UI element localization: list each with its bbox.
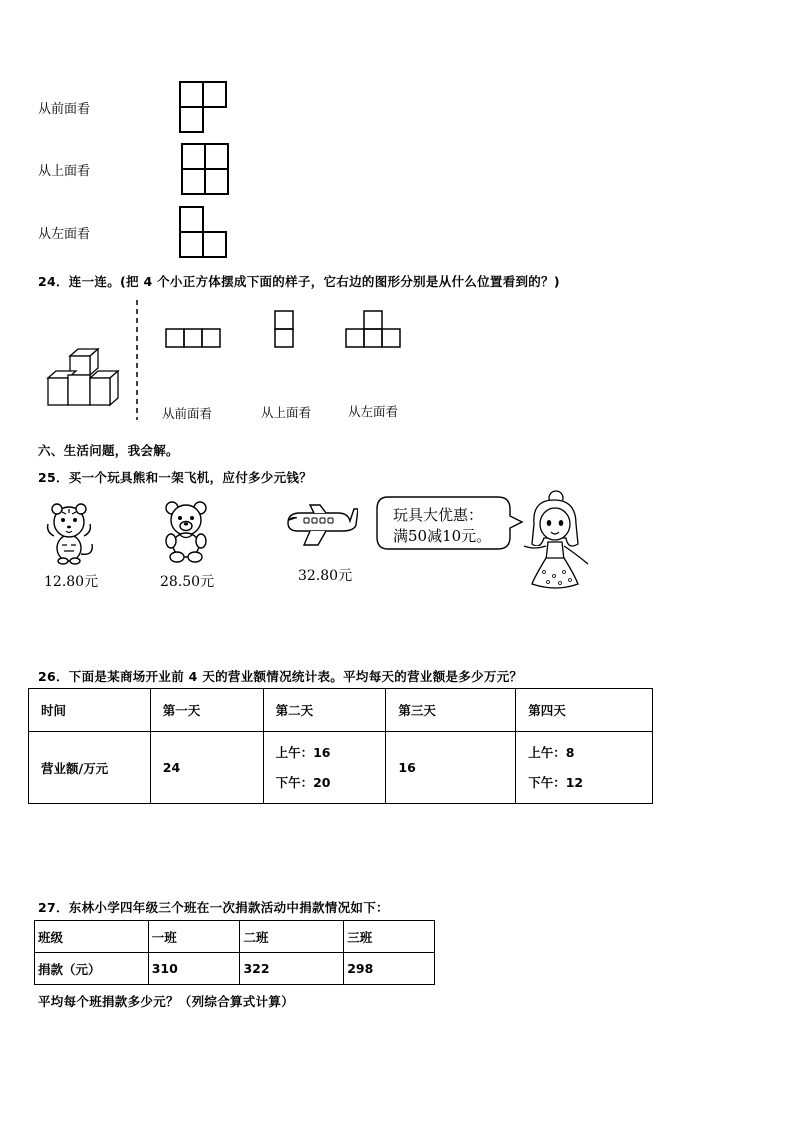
tiger-toy-icon: [40, 498, 100, 566]
header-cell-class3: 三班: [344, 921, 435, 953]
q25-text: 25．买一个玩具熊和一架飞机，应付多少元钱？: [38, 470, 312, 485]
view-label-left: 从左面看: [38, 227, 91, 242]
top-view-shape: [180, 142, 232, 196]
cube-stack-figure: [44, 346, 126, 408]
cell-day2-afternoon: 下午：20: [275, 774, 331, 790]
header-cell-class2: 二班: [240, 921, 344, 953]
option-shape-two-stacked: [273, 309, 295, 349]
header-cell-day1: 第一天: [150, 689, 263, 732]
q24-option-top: 从上面看: [261, 405, 312, 420]
front-view-shape: [178, 80, 230, 134]
q27-question: 平均每个班捐款多少元？（列综合算式计算）: [38, 994, 295, 1009]
cell-day2: [263, 732, 386, 804]
row-label-donation: 捐款（元）: [35, 953, 149, 985]
option-shape-three-in-row: [164, 327, 222, 349]
option-shape-t-shape: [344, 309, 402, 349]
header-cell-class: 班级: [35, 921, 149, 953]
cell-class3: 298: [344, 953, 435, 985]
bubble-line-2: 满50减10元。: [393, 527, 492, 545]
revenue-table: [28, 688, 653, 804]
girl-character-icon: [506, 488, 596, 592]
section-title: 六、生活问题，我会解。: [38, 443, 179, 458]
cell-day4-afternoon: 下午：12: [528, 774, 584, 790]
airplane-price: 32.80元: [298, 568, 353, 584]
cell-day2-morning: 上午：16: [275, 744, 331, 760]
header-cell-class1: 一班: [148, 921, 240, 953]
dashed-divider: [134, 300, 140, 420]
table-row: [35, 953, 435, 985]
tiger-price: 12.80元: [44, 574, 99, 590]
cell-day4: [516, 732, 653, 804]
header-cell-day2: 第二天: [263, 689, 386, 732]
teddy-bear-price: 28.50元: [160, 574, 215, 590]
teddy-bear-icon: [160, 498, 216, 564]
speech-bubble: [374, 494, 524, 556]
header-cell-day4: 第四天: [516, 689, 653, 732]
q27-text: 27．东林小学四年级三个班在一次捐款活动中捐款情况如下：: [38, 900, 389, 915]
q24-text: 24．连一连。(把 4 个小正方体摆成下面的样子，它右边的图形分别是从什么位置看到的？): [38, 274, 560, 289]
cell-day3: 16: [386, 732, 516, 804]
table-header-row: [29, 689, 653, 732]
table-row: [29, 732, 653, 804]
cell-day1: 24: [150, 732, 263, 804]
q26-text: 26．下面是某商场开业前 4 天的营业额情况统计表。平均每天的营业额是多少万元？: [38, 669, 523, 684]
q24-option-front: 从前面看: [162, 406, 213, 421]
view-label-top: 从上面看: [38, 164, 91, 179]
header-cell-time: 时间: [29, 689, 151, 732]
left-view-shape: [178, 205, 230, 259]
bubble-line-1: 玩具大优惠：: [393, 506, 484, 524]
cell-class2: 322: [240, 953, 344, 985]
row-label-revenue: 营业额/万元: [29, 732, 151, 804]
view-label-front: 从前面看: [38, 102, 91, 117]
table-header-row: [35, 921, 435, 953]
cell-day4-morning: 上午：8: [528, 744, 575, 760]
header-cell-day3: 第三天: [386, 689, 516, 732]
cell-class1: 310: [148, 953, 240, 985]
q24-option-left: 从左面看: [348, 404, 399, 419]
airplane-toy-icon: [282, 503, 358, 549]
donation-table: [34, 920, 435, 985]
